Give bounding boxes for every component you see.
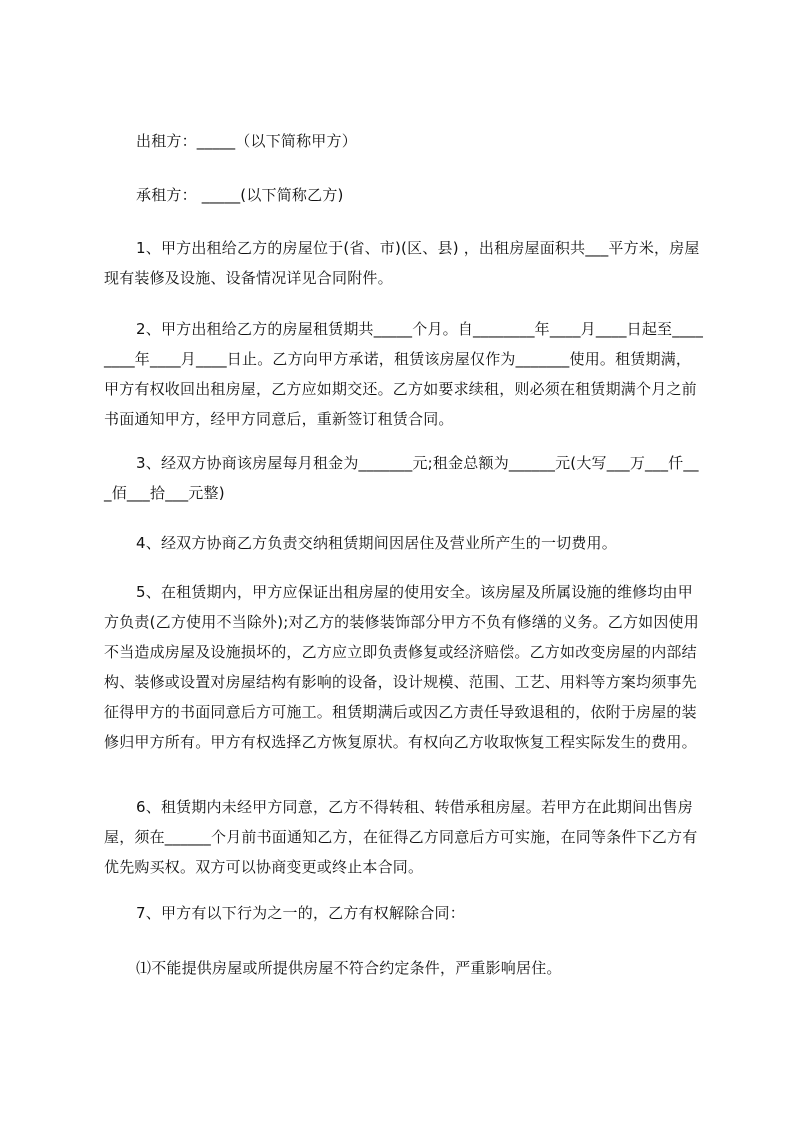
clause-7: 7、甲方有以下行为之一的，乙方有权解除合同： — [136, 904, 465, 922]
clause-3: 3、经双方协商该房屋每月租金为_______元;租金总额为______元(大写___万___仟___佰___拾___元整) — [104, 454, 699, 502]
clause-6: 6、租赁期内未经甲方同意，乙方不得转租、转借承租房屋。若甲方在此期间出售房屋，须在______个月前书面通知乙方，在征得乙方同意后方可实施，在同等条件下乙方有优先购买权。双方可以协商变更或终止本合同。 — [104, 798, 698, 876]
clause-4: 4、经双方协商乙方负责交纳租赁期间因居住及营业所产生的一切费用。 — [136, 534, 617, 552]
clause-2: 2、甲方出租给乙方的房屋租赁期共_____个月。自________年____月____日起至________年____月____日止。乙方向甲方承诺，租赁该房屋仅作为_______使用。租赁期满，甲方有权收回出租房屋，乙方应如期交还。乙方如要求续租，则必须在租赁期满个月之前书面通知甲方，经甲方同意后，重新签订租赁合同。 — [104, 320, 704, 428]
clause-1: 1、甲方出租给乙方的房屋位于(省、市)(区、县) ，出租房屋面积共___平方米，房屋现有装修及设施、设备情况详见合同附件。 — [104, 239, 700, 287]
clause-7-item-1: ⑴不能提供房屋或所提供房屋不符合约定条件，严重影响居住。 — [136, 959, 562, 977]
lessee-line: 承租方： _____(以下简称乙方) — [136, 186, 344, 204]
lessor-line: 出租方：_____（以下简称甲方） — [136, 132, 357, 150]
clause-5: 5、在租赁期内，甲方应保证出租房屋的使用安全。该房屋及所属设施的维修均由甲方负责(乙方使用不当除外);对乙方的装修装饰部分甲方不负有修缮的义务。乙方如因使用不当造成房屋及设施损坏的，乙方应立即负责修复或经济赔偿。乙方如改变房屋的内部结构、装修或设置对房屋结构有影响的设备，设计规模、范围、工艺、用料等方案均须事先征得甲方的书面同意后方可施工。租赁期满后或因乙方责任导致退租的，依附于房屋的装修归甲方所有。甲方有权选择乙方恢复原状。有权向乙方收取恢复工程实际发生的费用。 — [104, 583, 699, 751]
